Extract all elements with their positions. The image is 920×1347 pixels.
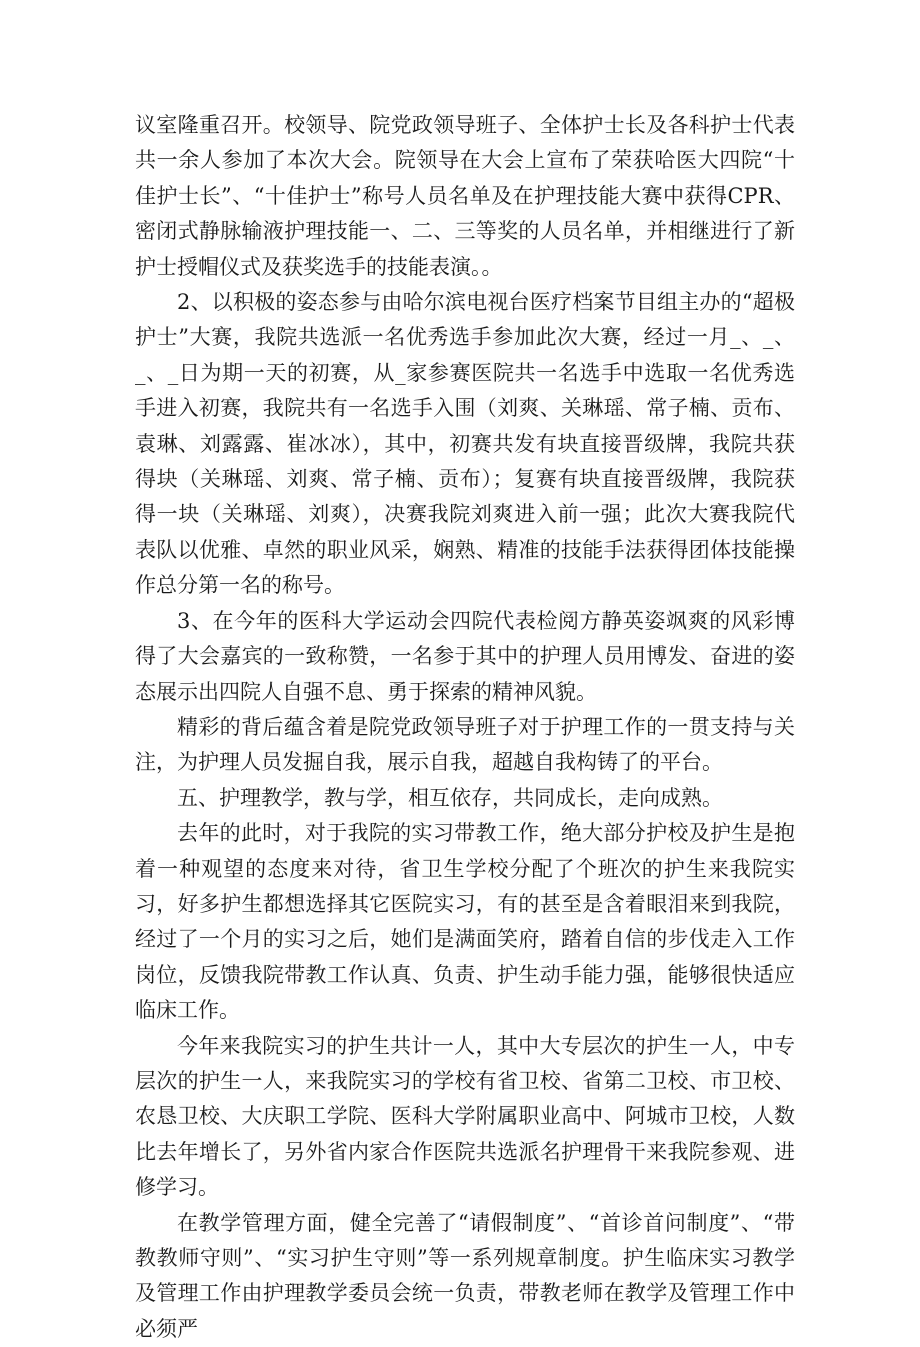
paragraph-sports-meet: 3、在今年的医科大学运动会四院代表检阅方静英姿飒爽的风彩博得了大会嘉宾的一致称赞，一名参于其中的护理人员用博发、奋进的姿态展示出四院人自强不息、勇于探索的精神风貌。 — [135, 608, 795, 704]
paragraph-this-year-interns: 今年来我院实习的护生共计一人，其中大专层次的护生一人，中专层次的护生一人，来我院实习的学校有省卫校、省第二卫校、市卫校、农恳卫校、大庆职工学院、医科大学附属职业高中、阿城市卫校，人数比去年增长了，另外省内家合作医院共选派名护理骨干来我院参观、进修学习。 — [135, 1033, 795, 1200]
paragraph-last-year-internship: 去年的此时，对于我院的实习带教工作，绝大部分护校及护生是抱着一种观望的态度来对待，省卫生学校分配了个班次的护生来我院实习，好多护生都想选择其它医院实习，有的甚至是含着眼泪来到我院，经过了一个月的实习之后，她们是满面笑府，踏着自信的步伐走入工作岗位，反馈我院带教工作认真、负责、护生动手能力强，能够很快适应临床工作。 — [135, 821, 795, 1023]
paragraph-leadership-support: 精彩的背后蕴含着是院党政领导班子对于护理工作的一贯支持与关注，为护理人员发掘自我，展示自我，超越自我构铸了的平台。 — [135, 714, 795, 775]
paragraph-super-nurse-contest: 2、以积极的姿态参与由哈尔滨电视台医疗档案节目组主办的“超极护士”大赛，我院共选派一名优秀选手参加此次大赛，经过一月_、_、_、_日为期一天的初赛，从_家参赛医院共一名选手中选取一名优秀选手进入初赛，我院共有一名选手入围（刘爽、关琳瑶、常子楠、贡布、袁琳、刘露露、崔冰冰），其中，初赛共发有块直接晋级牌，我院共获得块（关琳瑶、刘爽、常子楠、贡布）；复赛有块直接晋级牌，我院获得一块（关琳瑶、刘爽），决赛我院刘爽进入前一强；此次大赛我院代表队以优雅、卓然的职业风采，娴熟、精准的技能手法获得团体技能操作总分第一名的称号。 — [135, 290, 795, 598]
paragraph-teaching-management: 在教学管理方面，健全完善了“请假制度”、“首诊首问制度”、“带教教师守则”、“实习护生守则”等一系列规章制度。护生临床实习教学及管理工作由护理教学委员会统一负责，带教老师在教学及管理工作中必须严 — [135, 1210, 795, 1341]
paragraph-continuation: 议室隆重召开。校领导、院党政领导班子、全体护士长及各科护士代表共一余人参加了本次大会。院领导在大会上宣布了荣获哈医大四院“十佳护士长”、“十佳护士”称号人员名单及在护理技能大赛中获得CPR、密闭式静脉输液护理技能一、二、三等奖的人员名单，并相继进行了新护士授帽仪式及获奖选手的技能表演。。 — [135, 113, 795, 279]
section-heading-nursing-teaching: 五、护理教学，教与学，相互依存，共同成长，走向成熟。 — [177, 785, 723, 810]
document-body — [135, 108, 795, 1347]
